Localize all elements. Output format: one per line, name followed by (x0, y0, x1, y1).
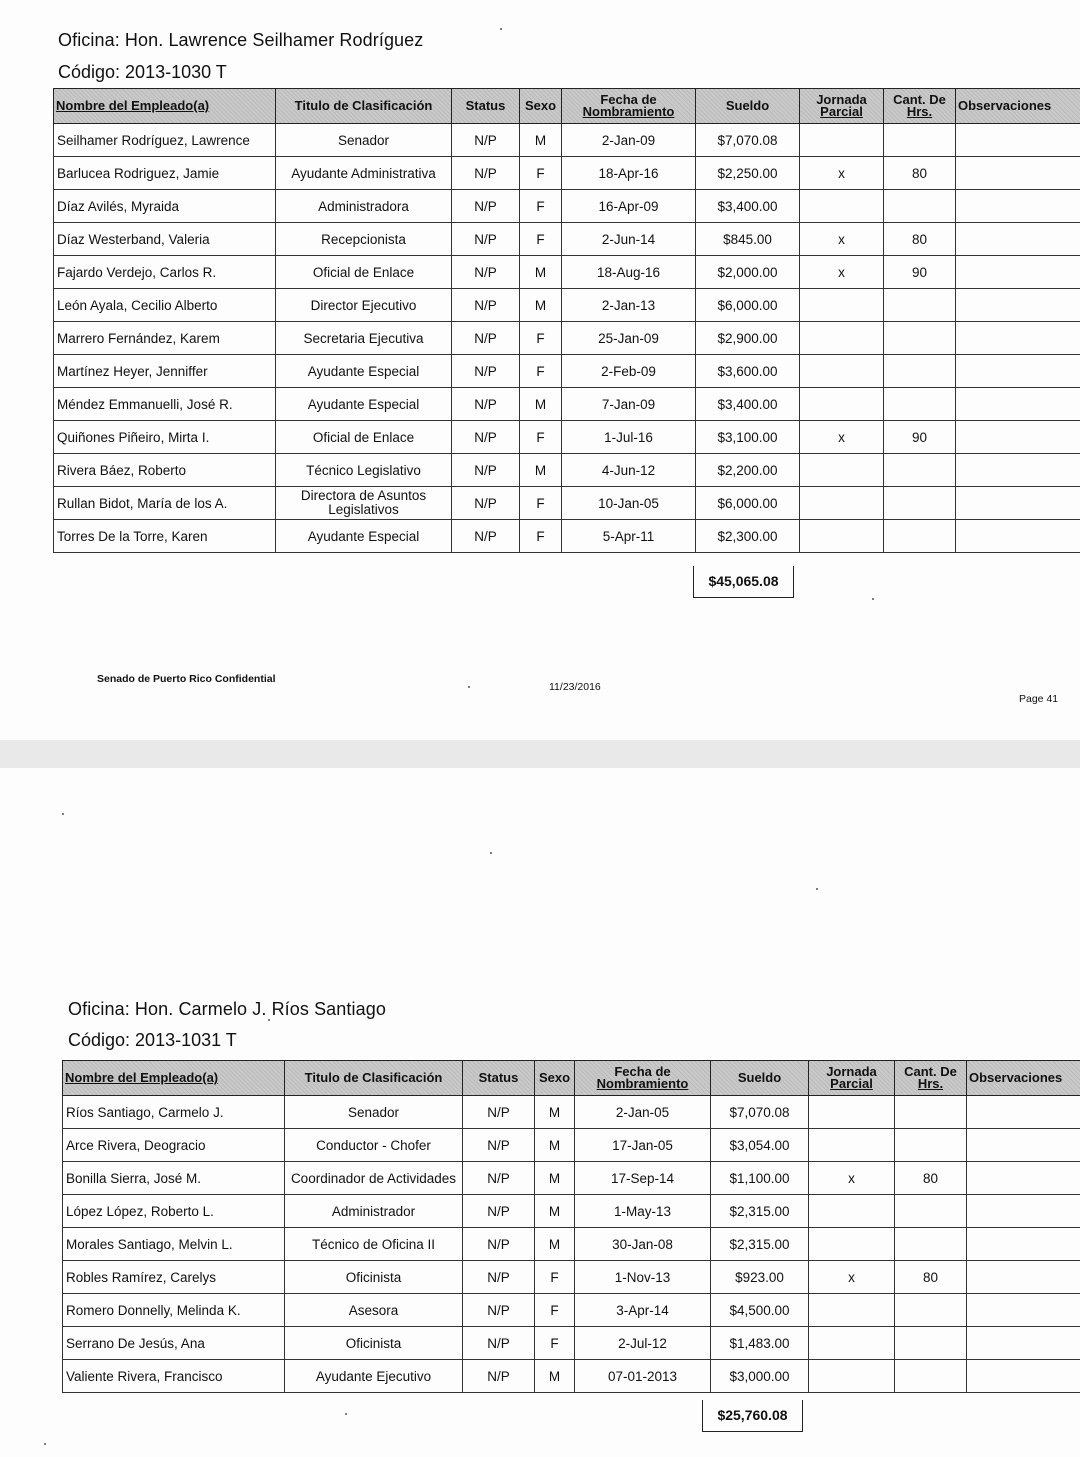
header-title: Titulo de Clasificación (285, 1061, 463, 1096)
cell-salary: $7,070.08 (696, 124, 800, 157)
cell-notes (967, 1162, 1080, 1195)
cell-name: Martínez Heyer, Jenniffer (54, 355, 276, 388)
cell-sex: F (520, 157, 562, 190)
cell-title: Técnico de Oficina II (285, 1228, 463, 1261)
cell-hrs (884, 388, 956, 421)
cell-date: 7-Jan-09 (562, 388, 696, 421)
cell-salary: $3,400.00 (696, 190, 800, 223)
cell-sex: F (520, 355, 562, 388)
cell-name: Valiente Rivera, Francisco (63, 1360, 285, 1393)
cell-status: N/P (463, 1096, 535, 1129)
cell-name: López López, Roberto L. (63, 1195, 285, 1228)
footer-page-number: Page 41 (1019, 693, 1059, 705)
cell-name: Torres De la Torre, Karen (54, 520, 276, 553)
header-part-time: Jornada Parcial (809, 1061, 895, 1096)
cell-title: Ayudante Administrativa (276, 157, 452, 190)
table-row (63, 1129, 1080, 1162)
cell-date: 18-Apr-16 (562, 157, 696, 190)
header-hours: Cant. De Hrs. (884, 89, 956, 124)
cell-name: Seilhamer Rodríguez, Lawrence (54, 124, 276, 157)
cell-part (800, 355, 884, 388)
cell-salary: $2,250.00 (696, 157, 800, 190)
cell-notes (967, 1327, 1080, 1360)
cell-status: N/P (463, 1228, 535, 1261)
cell-sex: F (520, 322, 562, 355)
table-row (63, 1195, 1080, 1228)
cell-title: Senador (276, 124, 452, 157)
cell-hrs: 80 (884, 223, 956, 256)
cell-status: N/P (452, 520, 520, 553)
cell-notes (956, 223, 1080, 256)
table-header (54, 89, 1080, 124)
table-row (63, 1360, 1080, 1393)
cell-hrs (895, 1129, 967, 1162)
cell-date: 2-Jan-09 (562, 124, 696, 157)
cell-name: Ríos Santiago, Carmelo J. (63, 1096, 285, 1129)
cell-date: 2-Feb-09 (562, 355, 696, 388)
cell-name: Méndez Emmanuelli, José R. (54, 388, 276, 421)
cell-date: 3-Apr-14 (575, 1294, 711, 1327)
table-row (54, 157, 1080, 190)
scan-speck (500, 28, 502, 30)
footer-date: 11/23/2016 (549, 681, 601, 693)
cell-title: Técnico Legislativo (276, 454, 452, 487)
table-row (54, 289, 1080, 322)
cell-part (800, 388, 884, 421)
cell-sex: M (535, 1360, 575, 1393)
cell-title: Oficinista (285, 1327, 463, 1360)
table-body (54, 124, 1080, 553)
cell-notes (956, 520, 1080, 553)
cell-notes (956, 157, 1080, 190)
cell-sex: F (520, 487, 562, 520)
cell-notes (967, 1195, 1080, 1228)
header-part-time: Jornada Parcial (800, 89, 884, 124)
cell-hrs (884, 355, 956, 388)
cell-status: N/P (452, 256, 520, 289)
cell-part (809, 1129, 895, 1162)
cell-sex: M (535, 1195, 575, 1228)
header-date: Fecha de Nombramiento (562, 89, 696, 124)
cell-date: 10-Jan-05 (562, 487, 696, 520)
scan-speck (268, 1019, 270, 1021)
cell-name: Romero Donnelly, Melinda K. (63, 1294, 285, 1327)
header-salary: Sueldo (711, 1061, 809, 1096)
cell-status: N/P (463, 1195, 535, 1228)
cell-notes (956, 487, 1080, 520)
cell-part: x (800, 421, 884, 454)
cell-status: N/P (452, 190, 520, 223)
cell-date: 2-Jun-14 (562, 223, 696, 256)
cell-part (809, 1096, 895, 1129)
cell-sex: F (535, 1294, 575, 1327)
cell-notes (967, 1360, 1080, 1393)
scan-speck (872, 598, 874, 600)
cell-name: Díaz Westerband, Valeria (54, 223, 276, 256)
table-row (54, 355, 1080, 388)
cell-notes (967, 1228, 1080, 1261)
cell-salary: $2,315.00 (711, 1228, 809, 1261)
cell-sex: F (520, 421, 562, 454)
cell-status: N/P (452, 421, 520, 454)
table-row (54, 223, 1080, 256)
cell-hrs (895, 1228, 967, 1261)
cell-date: 4-Jun-12 (562, 454, 696, 487)
cell-salary: $2,200.00 (696, 454, 800, 487)
cell-sex: F (520, 190, 562, 223)
cell-salary: $923.00 (711, 1261, 809, 1294)
cell-sex: F (520, 223, 562, 256)
cell-part (809, 1195, 895, 1228)
cell-salary: $3,100.00 (696, 421, 800, 454)
cell-salary: $3,400.00 (696, 388, 800, 421)
cell-salary: $3,000.00 (711, 1360, 809, 1393)
table-row (54, 190, 1080, 223)
cell-name: Quiñones Piñeiro, Mirta I. (54, 421, 276, 454)
cell-date: 5-Apr-11 (562, 520, 696, 553)
table-row (63, 1228, 1080, 1261)
cell-salary: $2,000.00 (696, 256, 800, 289)
cell-hrs (895, 1195, 967, 1228)
cell-status: N/P (463, 1129, 535, 1162)
cell-title: Senador (285, 1096, 463, 1129)
table-row (54, 124, 1080, 157)
table-row (54, 322, 1080, 355)
table-row (63, 1261, 1080, 1294)
cell-sex: M (520, 256, 562, 289)
cell-status: N/P (463, 1327, 535, 1360)
cell-part: x (809, 1261, 895, 1294)
header-notes: Observaciones (967, 1061, 1080, 1096)
cell-hrs: 90 (884, 256, 956, 289)
table-row (63, 1162, 1080, 1195)
cell-part: x (809, 1162, 895, 1195)
cell-name: Díaz Avilés, Myraida (54, 190, 276, 223)
scan-speck (44, 1443, 46, 1445)
cell-part (809, 1360, 895, 1393)
office-title: Oficina: Hon. Lawrence Seilhamer Rodríguez (58, 30, 424, 50)
cell-notes (967, 1294, 1080, 1327)
cell-part (800, 520, 884, 553)
header-sex: Sexo (520, 89, 562, 124)
cell-title: Ayudante Ejecutivo (285, 1360, 463, 1393)
cell-hrs (895, 1360, 967, 1393)
cell-date: 1-Nov-13 (575, 1261, 711, 1294)
office-title: Oficina: Hon. Carmelo J. Ríos Santiago (68, 999, 386, 1019)
cell-name: Barlucea Rodriguez, Jamie (54, 157, 276, 190)
cell-title: Director Ejecutivo (276, 289, 452, 322)
employee-table (53, 88, 1080, 553)
cell-date: 07-01-2013 (575, 1360, 711, 1393)
cell-status: N/P (452, 289, 520, 322)
cell-name: Arce Rivera, Deogracio (63, 1129, 285, 1162)
cell-date: 18-Aug-16 (562, 256, 696, 289)
cell-hrs: 80 (895, 1261, 967, 1294)
cell-notes (956, 190, 1080, 223)
cell-sex: F (520, 520, 562, 553)
cell-salary: $2,315.00 (711, 1195, 809, 1228)
cell-date: 30-Jan-08 (575, 1228, 711, 1261)
cell-salary: $1,483.00 (711, 1327, 809, 1360)
cell-date: 2-Jan-13 (562, 289, 696, 322)
header-salary: Sueldo (696, 89, 800, 124)
cell-status: N/P (452, 454, 520, 487)
cell-status: N/P (452, 157, 520, 190)
cell-notes (956, 454, 1080, 487)
cell-part (809, 1327, 895, 1360)
cell-date: 17-Sep-14 (575, 1162, 711, 1195)
cell-notes (967, 1261, 1080, 1294)
cell-title: Ayudante Especial (276, 355, 452, 388)
cell-part (800, 190, 884, 223)
cell-status: N/P (463, 1162, 535, 1195)
cell-notes (967, 1129, 1080, 1162)
cell-date: 1-May-13 (575, 1195, 711, 1228)
table-row (54, 421, 1080, 454)
cell-salary: $3,054.00 (711, 1129, 809, 1162)
cell-title: Secretaria Ejecutiva (276, 322, 452, 355)
table-row (63, 1327, 1080, 1360)
cell-sex: M (535, 1129, 575, 1162)
cell-part (800, 124, 884, 157)
header-sex: Sexo (535, 1061, 575, 1096)
cell-sex: M (535, 1228, 575, 1261)
cell-status: N/P (463, 1261, 535, 1294)
scan-speck (62, 813, 64, 815)
cell-hrs (895, 1096, 967, 1129)
cell-title: Administrador (285, 1195, 463, 1228)
header-status: Status (463, 1061, 535, 1096)
header-name: Nombre del Empleado(a) (54, 89, 276, 124)
header-name: Nombre del Empleado(a) (63, 1061, 285, 1096)
cell-hrs (895, 1327, 967, 1360)
cell-status: N/P (452, 487, 520, 520)
cell-part: x (800, 223, 884, 256)
cell-name: Serrano De Jesús, Ana (63, 1327, 285, 1360)
cell-date: 25-Jan-09 (562, 322, 696, 355)
cell-name: Fajardo Verdejo, Carlos R. (54, 256, 276, 289)
cell-part (809, 1294, 895, 1327)
cell-notes (956, 289, 1080, 322)
cell-sex: F (535, 1261, 575, 1294)
cell-title: Directora de Asuntos Legislativos (276, 487, 452, 520)
cell-hrs (884, 190, 956, 223)
cell-part (800, 322, 884, 355)
salary-total: $25,760.08 (702, 1400, 803, 1432)
scan-speck (468, 686, 470, 688)
cell-date: 2-Jan-05 (575, 1096, 711, 1129)
cell-date: 1-Jul-16 (562, 421, 696, 454)
table-row (54, 256, 1080, 289)
cell-title: Administradora (276, 190, 452, 223)
cell-sex: M (520, 289, 562, 322)
cell-name: Bonilla Sierra, José M. (63, 1162, 285, 1195)
cell-notes (967, 1096, 1080, 1129)
cell-status: N/P (452, 355, 520, 388)
header-status: Status (452, 89, 520, 124)
office-code: Código: 2013-1031 T (68, 1030, 237, 1050)
cell-part (800, 289, 884, 322)
employee-table (62, 1060, 1080, 1393)
cell-status: N/P (463, 1360, 535, 1393)
cell-part (800, 454, 884, 487)
cell-name: León Ayala, Cecilio Alberto (54, 289, 276, 322)
cell-sex: M (520, 454, 562, 487)
cell-date: 16-Apr-09 (562, 190, 696, 223)
cell-hrs (884, 454, 956, 487)
cell-title: Recepcionista (276, 223, 452, 256)
header-notes: Observaciones (956, 89, 1080, 124)
cell-title: Ayudante Especial (276, 520, 452, 553)
cell-notes (956, 355, 1080, 388)
cell-salary: $4,500.00 (711, 1294, 809, 1327)
cell-part (800, 487, 884, 520)
cell-date: 2-Jul-12 (575, 1327, 711, 1360)
cell-notes (956, 388, 1080, 421)
table-body (63, 1096, 1080, 1393)
cell-salary: $2,900.00 (696, 322, 800, 355)
cell-salary: $7,070.08 (711, 1096, 809, 1129)
table-row (54, 454, 1080, 487)
cell-salary: $6,000.00 (696, 487, 800, 520)
office-code: Código: 2013-1030 T (58, 62, 227, 82)
cell-hrs (884, 124, 956, 157)
header-title: Titulo de Clasificación (276, 89, 452, 124)
cell-status: N/P (452, 388, 520, 421)
cell-name: Marrero Fernández, Karem (54, 322, 276, 355)
table-row (63, 1294, 1080, 1327)
table-row (63, 1096, 1080, 1129)
cell-hrs: 80 (884, 157, 956, 190)
cell-title: Oficial de Enlace (276, 421, 452, 454)
cell-title: Asesora (285, 1294, 463, 1327)
cell-sex: M (520, 124, 562, 157)
cell-title: Ayudante Especial (276, 388, 452, 421)
cell-salary: $6,000.00 (696, 289, 800, 322)
scan-speck (345, 1413, 347, 1415)
cell-notes (956, 124, 1080, 157)
cell-sex: M (535, 1096, 575, 1129)
cell-name: Morales Santiago, Melvin L. (63, 1228, 285, 1261)
scan-speck (816, 888, 818, 890)
table-row (54, 388, 1080, 421)
document-page-42 (0, 768, 1080, 1457)
cell-hrs (884, 289, 956, 322)
scan-speck (490, 852, 492, 854)
cell-part: x (800, 157, 884, 190)
cell-name: Rullan Bidot, María de los A. (54, 487, 276, 520)
cell-title: Conductor - Chofer (285, 1129, 463, 1162)
cell-hrs: 80 (895, 1162, 967, 1195)
cell-part: x (800, 256, 884, 289)
cell-part (809, 1228, 895, 1261)
cell-status: N/P (452, 223, 520, 256)
cell-hrs: 90 (884, 421, 956, 454)
cell-status: N/P (452, 322, 520, 355)
cell-hrs (895, 1294, 967, 1327)
cell-hrs (884, 520, 956, 553)
cell-salary: $2,300.00 (696, 520, 800, 553)
cell-salary: $1,100.00 (711, 1162, 809, 1195)
cell-notes (956, 421, 1080, 454)
salary-total: $45,065.08 (693, 566, 794, 598)
table-row (54, 520, 1080, 553)
cell-status: N/P (463, 1294, 535, 1327)
cell-title: Coordinador de Actividades (285, 1162, 463, 1195)
cell-title: Oficinista (285, 1261, 463, 1294)
cell-status: N/P (452, 124, 520, 157)
cell-date: 17-Jan-05 (575, 1129, 711, 1162)
table-row (54, 487, 1080, 520)
cell-notes (956, 322, 1080, 355)
cell-name: Robles Ramírez, Carelys (63, 1261, 285, 1294)
header-hours: Cant. De Hrs. (895, 1061, 967, 1096)
footer-confidential: Senado de Puerto Rico Confidential (97, 673, 276, 685)
cell-hrs (884, 322, 956, 355)
table-header (63, 1061, 1080, 1096)
cell-hrs (884, 487, 956, 520)
cell-name: Rivera Báez, Roberto (54, 454, 276, 487)
header-date: Fecha de Nombramiento (575, 1061, 711, 1096)
cell-title: Oficial de Enlace (276, 256, 452, 289)
cell-sex: M (535, 1162, 575, 1195)
cell-sex: F (535, 1327, 575, 1360)
cell-notes (956, 256, 1080, 289)
cell-sex: M (520, 388, 562, 421)
cell-salary: $3,600.00 (696, 355, 800, 388)
cell-salary: $845.00 (696, 223, 800, 256)
